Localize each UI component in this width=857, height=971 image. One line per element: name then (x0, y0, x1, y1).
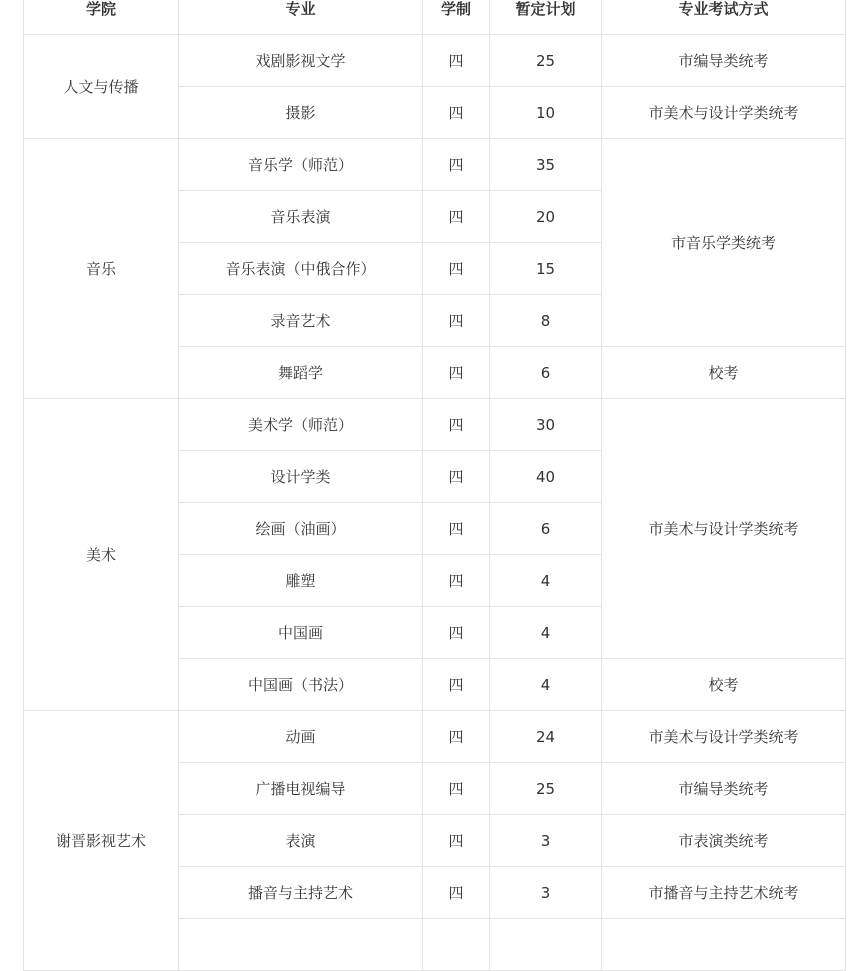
empty-cell (179, 919, 423, 971)
years-cell: 四 (423, 295, 490, 347)
years-cell: 四 (423, 607, 490, 659)
plan-cell: 25 (490, 763, 602, 815)
plan-cell: 6 (490, 503, 602, 555)
major-cell: 音乐学（师范） (179, 139, 423, 191)
plan-cell: 4 (490, 659, 602, 711)
plan-cell: 20 (490, 191, 602, 243)
college-cell: 美术 (24, 399, 179, 711)
exam-method-cell: 校考 (602, 659, 846, 711)
years-cell: 四 (423, 347, 490, 399)
plan-cell: 10 (490, 87, 602, 139)
header-plan: 暂定计划 (490, 0, 602, 35)
major-cell: 音乐表演 (179, 191, 423, 243)
exam-method-cell: 市美术与设计学类统考 (602, 399, 846, 659)
exam-method-cell: 市播音与主持艺术统考 (602, 867, 846, 919)
years-cell: 四 (423, 555, 490, 607)
table-row (24, 711, 846, 763)
plan-cell: 8 (490, 295, 602, 347)
header-years: 学制 (423, 0, 490, 35)
plan-cell: 4 (490, 555, 602, 607)
years-cell: 四 (423, 711, 490, 763)
major-cell: 设计学类 (179, 451, 423, 503)
major-cell: 录音艺术 (179, 295, 423, 347)
exam-method-cell: 市音乐学类统考 (602, 139, 846, 347)
major-cell: 摄影 (179, 87, 423, 139)
years-cell: 四 (423, 87, 490, 139)
plan-cell: 4 (490, 607, 602, 659)
table-body (24, 35, 846, 971)
admission-plan-table (23, 0, 846, 971)
table-row (24, 139, 846, 191)
plan-cell: 3 (490, 815, 602, 867)
exam-method-cell: 市表演类统考 (602, 815, 846, 867)
exam-method-cell: 市美术与设计学类统考 (602, 87, 846, 139)
major-cell: 绘画（油画） (179, 503, 423, 555)
major-cell: 表演 (179, 815, 423, 867)
header-college: 学院 (24, 0, 179, 35)
major-cell: 舞蹈学 (179, 347, 423, 399)
plan-cell: 40 (490, 451, 602, 503)
years-cell: 四 (423, 35, 490, 87)
years-cell: 四 (423, 815, 490, 867)
major-cell: 动画 (179, 711, 423, 763)
exam-method-cell: 市编导类统考 (602, 35, 846, 87)
major-cell: 播音与主持艺术 (179, 867, 423, 919)
college-cell: 谢晋影视艺术 (24, 711, 179, 971)
major-cell: 戏剧影视文学 (179, 35, 423, 87)
empty-cell (423, 919, 490, 971)
major-cell: 中国画 (179, 607, 423, 659)
plan-cell: 30 (490, 399, 602, 451)
major-cell: 中国画（书法） (179, 659, 423, 711)
exam-method-cell: 市美术与设计学类统考 (602, 711, 846, 763)
table-row (24, 399, 846, 451)
table-row (24, 35, 846, 87)
years-cell: 四 (423, 399, 490, 451)
admission-plan-table-wrapper (23, 0, 846, 971)
years-cell: 四 (423, 763, 490, 815)
plan-cell: 25 (490, 35, 602, 87)
plan-cell: 6 (490, 347, 602, 399)
years-cell: 四 (423, 191, 490, 243)
plan-cell: 3 (490, 867, 602, 919)
years-cell: 四 (423, 503, 490, 555)
college-cell: 人文与传播 (24, 35, 179, 139)
header-exam-method: 专业考试方式 (602, 0, 846, 35)
plan-cell: 35 (490, 139, 602, 191)
table-header-row (24, 0, 846, 35)
major-cell: 雕塑 (179, 555, 423, 607)
college-cell: 音乐 (24, 139, 179, 399)
major-cell: 广播电视编导 (179, 763, 423, 815)
years-cell: 四 (423, 659, 490, 711)
plan-cell: 15 (490, 243, 602, 295)
major-cell: 音乐表演（中俄合作） (179, 243, 423, 295)
empty-cell (490, 919, 602, 971)
header-major: 专业 (179, 0, 423, 35)
years-cell: 四 (423, 451, 490, 503)
years-cell: 四 (423, 139, 490, 191)
years-cell: 四 (423, 243, 490, 295)
major-cell: 美术学（师范） (179, 399, 423, 451)
empty-cell (602, 919, 846, 971)
years-cell: 四 (423, 867, 490, 919)
plan-cell: 24 (490, 711, 602, 763)
exam-method-cell: 校考 (602, 347, 846, 399)
exam-method-cell: 市编导类统考 (602, 763, 846, 815)
